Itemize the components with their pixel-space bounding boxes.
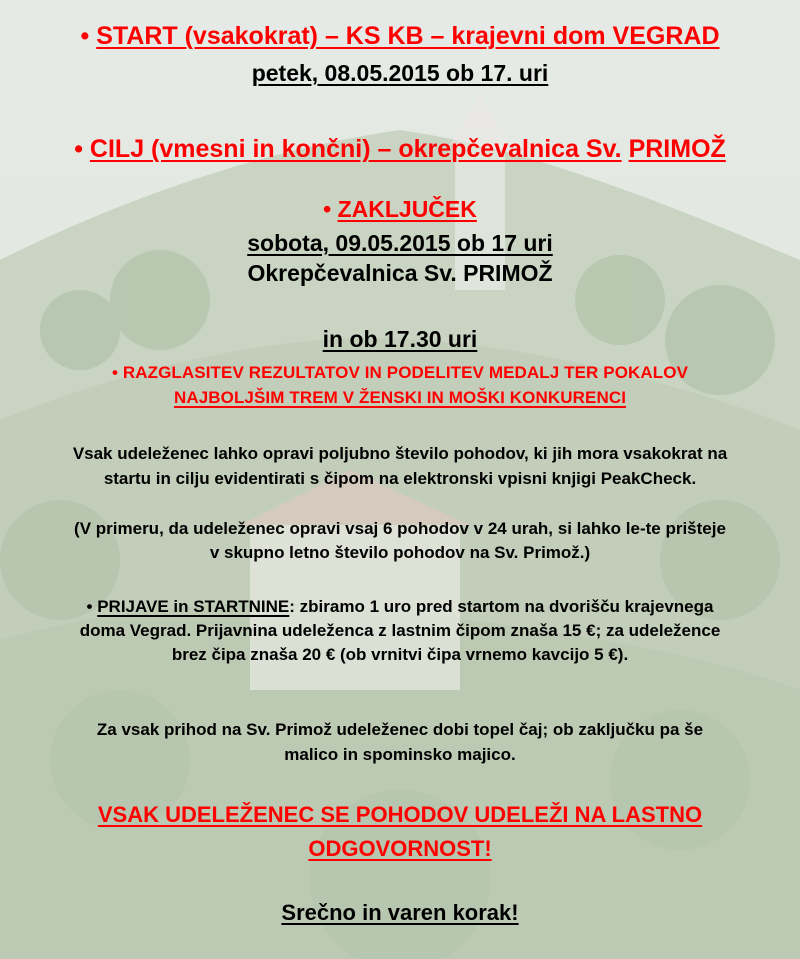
warning-line1: VSAK UDELEŽENEC SE POHODOV UDELEŽI NA LASTNO	[97, 802, 703, 827]
zakljucek-place: Okrepčevalnica Sv. PRIMOŽ	[247, 260, 553, 286]
info-p3-line1: • PRIJAVE in STARTNINE: zbiramo 1 uro pred startom na dvorišču krajevnega	[86, 597, 714, 616]
bullet-icon: •	[111, 363, 119, 382]
info-p4-line1: Za vsak prihod na Sv. Primož udeleženec dobi topel čaj; ob zaključku pa še	[96, 720, 704, 739]
info-p3-line3: brez čipa znaša 20 € (ob vrnitvi čipa vrnemo kavcijo 5 €).	[171, 645, 629, 664]
start-date: petek, 08.05.2015 ob 17. uri	[251, 60, 549, 86]
zakljucek-time2: in ob 17.30 uri	[322, 326, 478, 352]
closing-text: Srečno in varen korak!	[281, 900, 519, 925]
info-p1-line2: startu in cilju evidentirati s čipom na elektronski vpisni knjigi PeakCheck.	[103, 469, 697, 488]
bullet-icon: •	[86, 597, 93, 616]
zakljucek-label: ZAKLJUČEK	[337, 196, 477, 222]
zakljucek-heading	[0, 196, 800, 222]
cilj-heading	[0, 135, 800, 164]
prijave-label: PRIJAVE in STARTNINE	[97, 597, 290, 616]
warning-line2: ODGOVORNOST!	[308, 836, 492, 861]
info-p4-line2: malico in spominsko majico.	[284, 745, 516, 764]
info-p2-line1: (V primeru, da udeleženec opravi vsaj 6 pohodov v 24 urah, si lahko le-te prišteje	[74, 519, 726, 538]
info-p2-line2: v skupno letno število pohodov na Sv. Primož.)	[209, 543, 591, 562]
cilj-label: CILJ (vmesni in končni) – okrepčevalnica Sv.	[89, 135, 622, 163]
cilj-label-end: PRIMOŽ	[628, 135, 726, 163]
announcement-line2: NAJBOLJŠIM TREM V ŽENSKI IN MOŠKI KONKURENCI	[173, 388, 627, 407]
zakljucek-date: sobota, 09.05.2015 ob 17 uri	[247, 230, 553, 256]
bullet-icon: •	[80, 22, 90, 50]
start-label: START (vsakokrat) – KS KB – krajevni dom VEGRAD	[96, 22, 720, 50]
bullet-icon: •	[74, 135, 83, 163]
info-p3-line2: doma Vegrad. Prijavnina udeleženca z lastnim čipom znaša 15 €; za udeležence	[79, 621, 721, 640]
start-heading	[0, 22, 800, 51]
announcement-line1: • RAZGLASITEV REZULTATOV IN PODELITEV MEDALJ TER POKALOV	[111, 363, 689, 382]
bullet-icon: •	[323, 196, 332, 222]
info-p1-line1: Vsak udeleženec lahko opravi poljubno število pohodov, ki jih mora vsakokrat na	[72, 444, 728, 463]
